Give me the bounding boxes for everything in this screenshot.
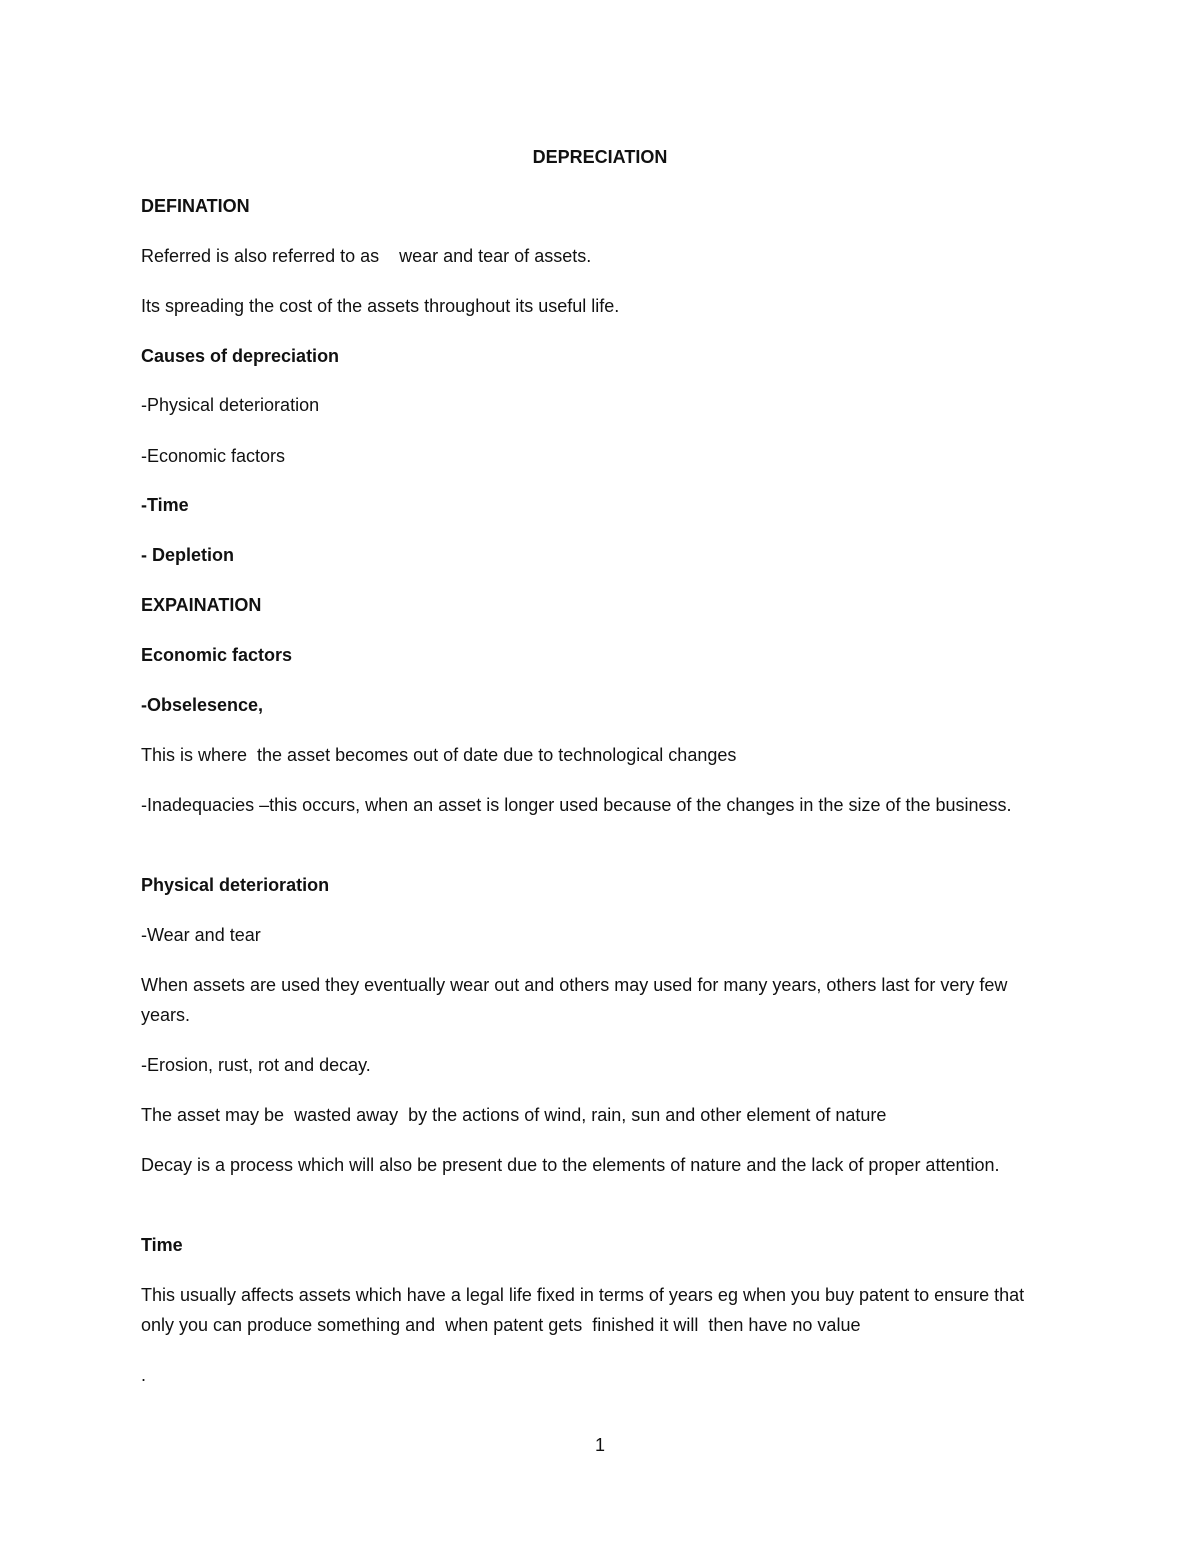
erosion-heading: -Erosion, rust, rot and decay.	[141, 1055, 371, 1075]
time-heading: Time	[141, 1235, 183, 1255]
obsolescence-heading: -Obselesence,	[141, 695, 264, 715]
time-text: This usually affects assets which have a legal life fixed in terms of years eg when you buy patent to ensure that only you can produce something and when patent gets finished it will then have no value	[141, 1285, 1030, 1335]
wear-and-tear-heading: -Wear and tear	[141, 925, 261, 945]
inadequacies-text: -Inadequacies –this occurs, when an asset is longer used because of the changes in the size of the business.	[141, 795, 1012, 815]
explanation-heading: EXPAINATION	[141, 595, 262, 615]
physical-deterioration-heading: Physical deterioration	[141, 875, 330, 895]
document-title: DEPRECIATION	[532, 147, 668, 167]
obsolescence-text: This is where the asset becomes out of date due to technological changes	[141, 745, 737, 765]
definition-heading: DEFINATION	[141, 196, 250, 216]
page-number: 1	[594, 1435, 605, 1455]
causes-heading: Causes of depreciation	[141, 346, 340, 366]
cause-item-time: -Time	[141, 495, 189, 515]
cause-item-economic: -Economic factors	[141, 446, 286, 466]
definition-line-2: Its spreading the cost of the assets throughout its useful life.	[141, 296, 620, 316]
definition-line-1: Referred is also referred to as wear and tear of assets.	[141, 246, 592, 266]
decay-text: Decay is a process which will also be present due to the elements of nature and the lack of proper attention.	[141, 1155, 1000, 1175]
erosion-text: The asset may be wasted away by the actions of wind, rain, sun and other element of nature	[141, 1105, 887, 1125]
cause-item-depletion: - Depletion	[141, 545, 234, 565]
economic-factors-heading: Economic factors	[141, 645, 293, 665]
trailing-dot: .	[141, 1365, 147, 1385]
wear-and-tear-text: When assets are used they eventually wear out and others may used for many years, others last for very few years.	[141, 975, 1008, 1025]
cause-item-physical: -Physical deterioration	[141, 395, 320, 415]
